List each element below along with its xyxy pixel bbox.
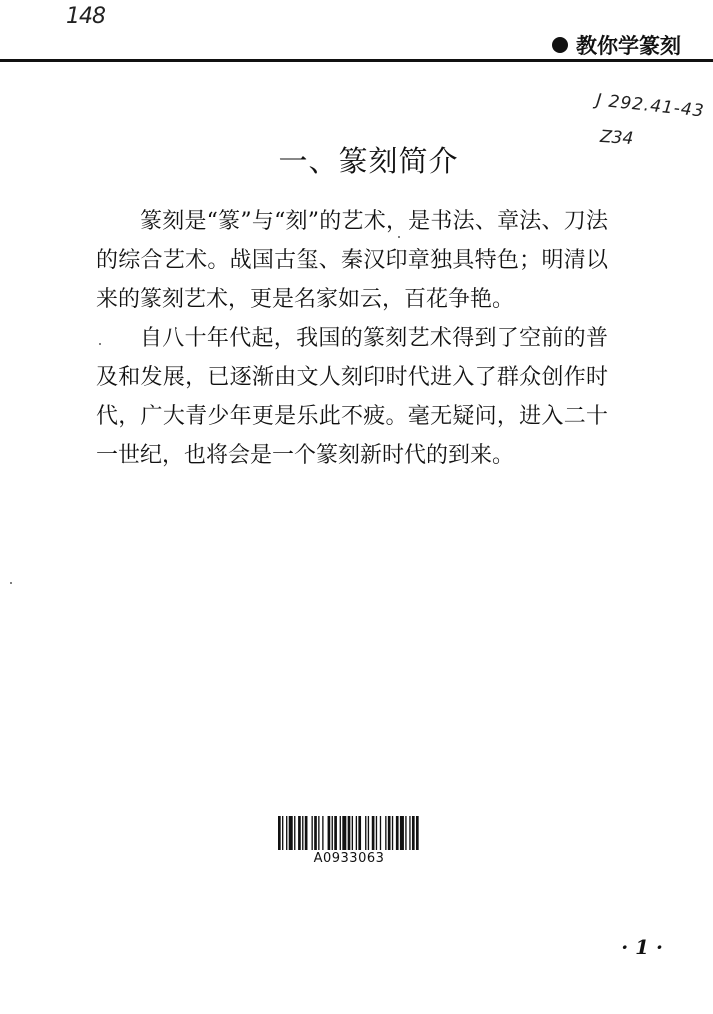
bullet-dot-icon (552, 37, 568, 53)
barcode-bar (294, 816, 295, 850)
barcode-bar (314, 816, 317, 850)
barcode-bar (278, 816, 281, 850)
barcode-bar (358, 816, 361, 850)
handwritten-catalog-number: J 292.41-43 (595, 90, 706, 122)
barcode-bar (318, 816, 319, 850)
scan-speck (10, 582, 12, 584)
barcode-bar (356, 816, 357, 850)
handwritten-page-number: 148 (66, 4, 105, 29)
barcode-bar (334, 816, 337, 850)
barcode-image (278, 816, 420, 850)
body-text (96, 202, 608, 475)
barcode-bar (405, 816, 406, 850)
barcode-bar (332, 816, 333, 850)
section-title: 一、篆刻简介 (278, 144, 459, 179)
barcode-bar (348, 816, 351, 850)
barcode-bar (305, 816, 308, 850)
barcode-bar (298, 816, 301, 850)
barcode-bar (368, 816, 369, 850)
barcode-bar (380, 816, 381, 850)
barcode-bar (352, 816, 353, 850)
barcode-bar (388, 816, 391, 850)
running-header-title: 教你学篆刻 (576, 33, 681, 58)
barcode-bar (365, 816, 366, 850)
barcode-bar (328, 816, 331, 850)
barcode-bar (396, 816, 399, 850)
barcode-bar (286, 816, 287, 850)
barcode-number: A0933063 (313, 851, 385, 866)
barcode-bar (322, 816, 323, 850)
header-rule (0, 59, 713, 62)
barcode-bar (376, 816, 377, 850)
barcode-bar (340, 816, 341, 850)
barcode-bar (342, 816, 346, 850)
barcode-bar (302, 816, 303, 850)
paragraph: 自八十年代起，我国的篆刻艺术得到了空前的普及和发展，已逐渐由文人刻印时代进入了群众创作时代，广大青少年更是乐此不疲。毫无疑问，进入二十一世纪，也将会是一个篆刻新时代的到来。 (96, 326, 608, 468)
barcode-bar (392, 816, 393, 850)
scan-speck (99, 343, 101, 345)
barcode-bar (282, 816, 283, 850)
barcode-bar (400, 816, 404, 850)
barcode-bar (289, 816, 293, 850)
barcode-bar (311, 816, 312, 850)
barcode-bar (385, 816, 386, 850)
scan-speck (398, 236, 400, 238)
barcode-bar (409, 816, 410, 850)
page-number: · 1 · (621, 935, 663, 959)
barcode-bar (412, 816, 415, 850)
paragraph: 篆刻是“篆”与“刻”的艺术，是书法、章法、刀法的综合艺术。战国古玺、秦汉印章独具特色；明清以来的篆刻艺术，更是名家如云，百花争艳。 (96, 209, 608, 312)
barcode-bar (372, 816, 375, 850)
handwritten-catalog-code: Z34 (599, 126, 634, 150)
barcode-bar (416, 816, 419, 850)
barcode (278, 816, 420, 866)
running-header (552, 30, 681, 60)
